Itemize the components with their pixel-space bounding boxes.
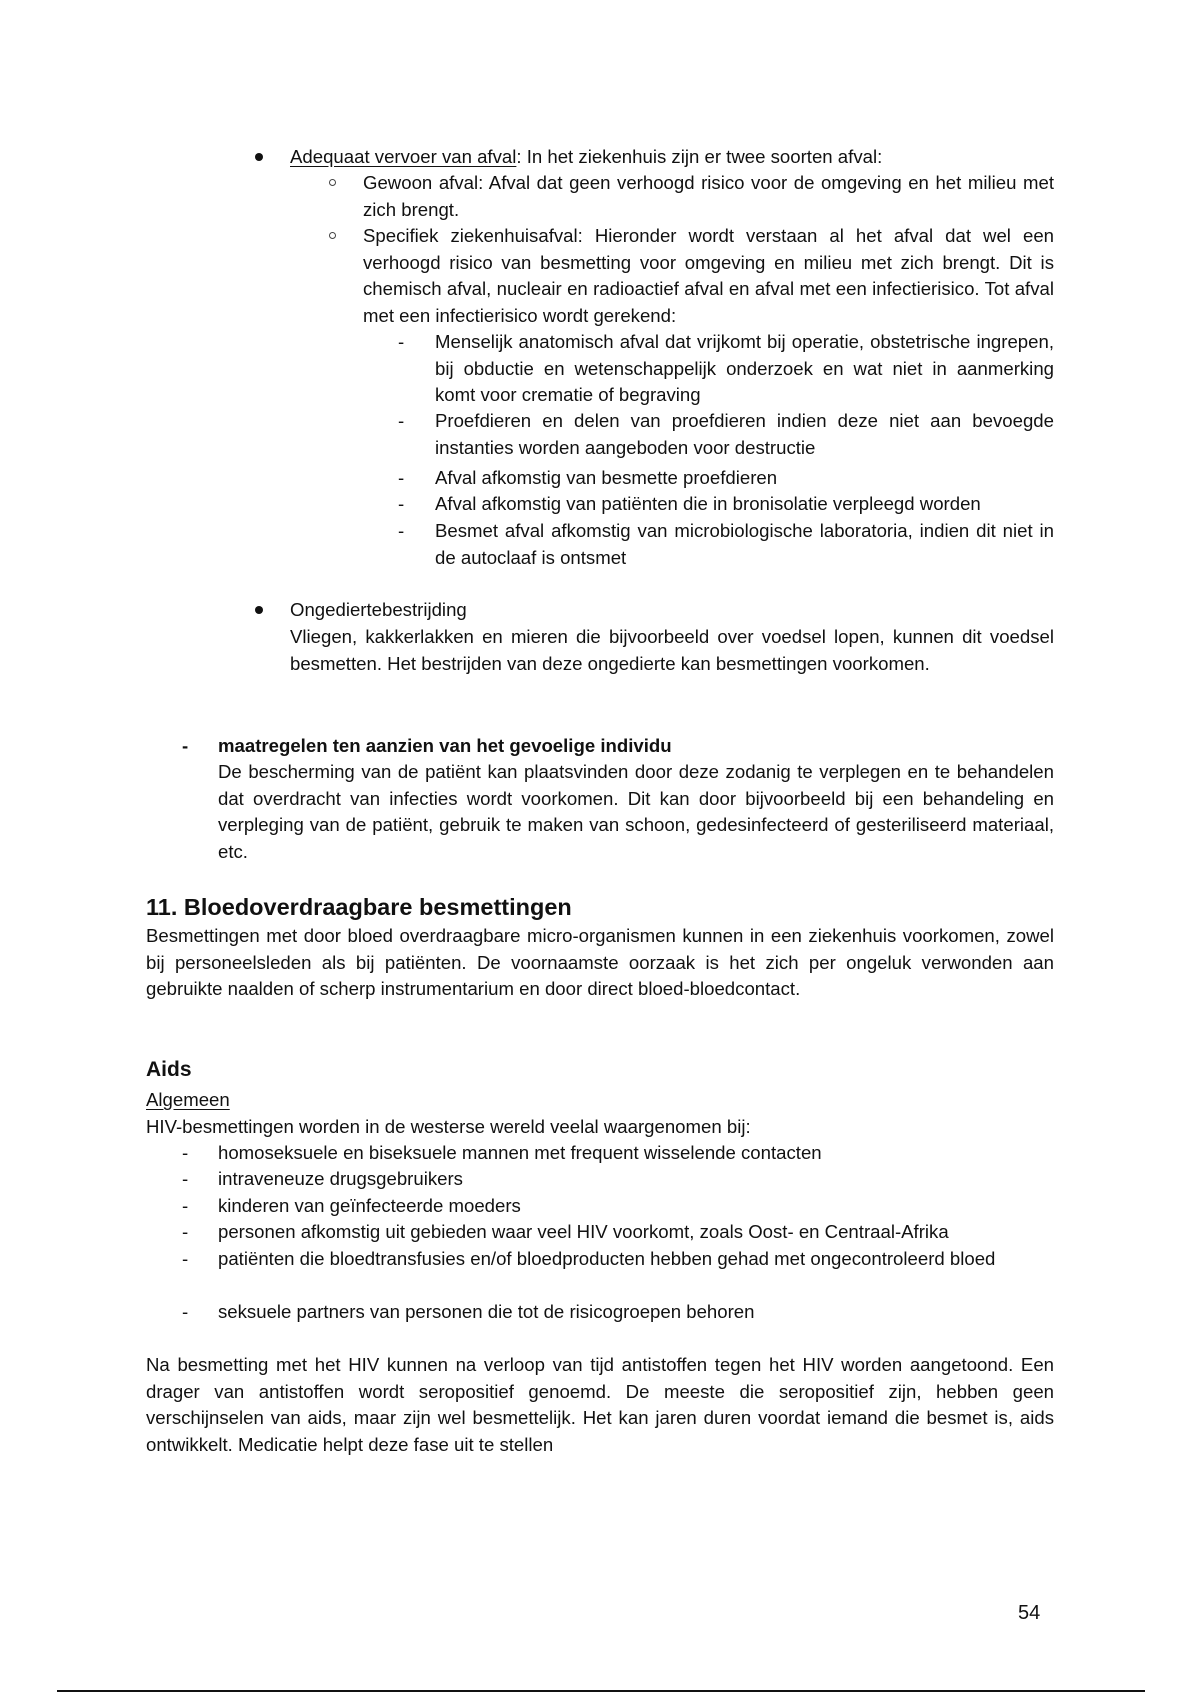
dash-marker: - [182,1248,189,1269]
circle-bullet [329,232,336,239]
waste-line [290,144,1056,171]
section-text: Besmettingen met door bloed overdraagbare micro-organismen kunnen in een ziekenhuis voorkomen, zowel bij personeelsleden als bij patiënten. De voornaamste oorzaak is het zich per ongeluk verwonden aan gebruikte naalden of scherp instrumentarium en door direct bloed-bloedcontact. [146,925,1054,999]
dash-marker: - [182,1168,189,1189]
waste-normal: Gewoon afval: Afval dat geen verhoogd risico voor de omgeving en het milieu met zich brengt. [363,172,1054,220]
dash-marker: - [398,520,405,541]
waste-item: Afval afkomstig van besmette proefdieren [435,467,778,488]
waste-item: Besmet afval afkomstig van microbiologische laboratoria, indien dit niet in de autoclaaf is ontsmet [435,520,1054,568]
dash-marker: - [182,735,189,756]
waste-item: Proefdieren en delen van proefdieren indien deze niet aan bevoegde instanties worden aangeboden voor destructie [435,410,1054,458]
footer-divider [57,1690,1145,1692]
aids-item: kinderen van geïnfecteerde moeders [218,1195,521,1216]
section-heading: 11. Bloedoverdraagbare besmettingen [146,894,572,920]
dash-marker: - [398,467,405,488]
waste-specific: Specifiek ziekenhuisafval: Hieronder wordt verstaan al het afval dat wel een verhoogd risico van besmetting voor omgeving en milieu met zich brengt. Dit is chemisch afval, nucleair en radioactief afval en afval met een infectierisico. Tot afval met een infectierisico wordt gerekend: [363,225,1054,326]
waste-label: Adequaat vervoer van afval [290,146,517,167]
pests-text: Vliegen, kakkerlakken en mieren die bijvoorbeeld over voedsel lopen, kunnen dit voedsel besmetten. Het bestrijden van deze ongedierte kan besmettingen voorkomen. [290,626,1054,674]
dash-marker: - [182,1142,189,1163]
dash-marker: - [182,1221,189,1242]
aids-outro: Na besmetting met het HIV kunnen na verloop van tijd antistoffen tegen het HIV worden aangetoond. Een drager van antistoffen wordt seropositief genoemd. De meeste die seropositief zijn, hebben geen verschijnselen van aids, maar zijn wel besmettelijk. Het kan jaren duren voordat iemand die besmet is, aids ontwikkelt. Medicatie helpt deze fase uit te stellen [146,1354,1054,1455]
aids-item: seksuele partners van personen die tot de risicogroepen behoren [218,1301,755,1322]
page-number: 54 [1018,1602,1041,1624]
bullet-dot [255,606,263,614]
individual-text: De bescherming van de patiënt kan plaatsvinden door deze zodanig te verplegen en te behandelen dat overdracht van infecties wordt voorkomen. Dit kan door bijvoorbeeld bij een behandeling en verpleging van de patiënt, gebruik te maken van schoon, gedesinfecteerd of gesteriliseerd materiaal, etc. [218,761,1054,862]
bullet-dot [255,153,263,161]
pests-title: Ongediertebestrijding [290,599,467,620]
aids-item: personen afkomstig uit gebieden waar veel HIV voorkomt, zoals Oost- en Centraal-Afrika [218,1221,949,1242]
dash-marker: - [398,410,405,431]
aids-item: intraveneuze drugsgebruikers [218,1168,463,1189]
circle-bullet [329,179,336,186]
waste-item: Afval afkomstig van patiënten die in bronisolatie verpleegd worden [435,493,981,514]
aids-item: homoseksuele en biseksuele mannen met frequent wisselende contacten [218,1142,822,1163]
waste-item: Menselijk anatomisch afval dat vrijkomt bij operatie, obstetrische ingrepen, bij obductie en wetenschappelijk onderzoek en wat niet in aanmerking komt voor crematie of begraving [435,331,1054,405]
aids-item: patiënten die bloedtransfusies en/of bloedproducten hebben gehad met ongecontroleerd bloed [218,1248,996,1269]
aids-intro: HIV-besmettingen worden in de westerse wereld veelal waargenomen bij: [146,1116,751,1137]
aids-subheading: Algemeen [146,1089,230,1110]
waste-intro: : In het ziekenhuis zijn er twee soorten afval: [516,146,883,167]
individual-title: maatregelen ten aanzien van het gevoelige individu [218,735,672,756]
dash-marker: - [398,331,405,352]
dash-marker: - [182,1195,189,1216]
dash-marker: - [182,1301,189,1322]
aids-heading: Aids [146,1058,192,1081]
dash-marker: - [398,493,405,514]
